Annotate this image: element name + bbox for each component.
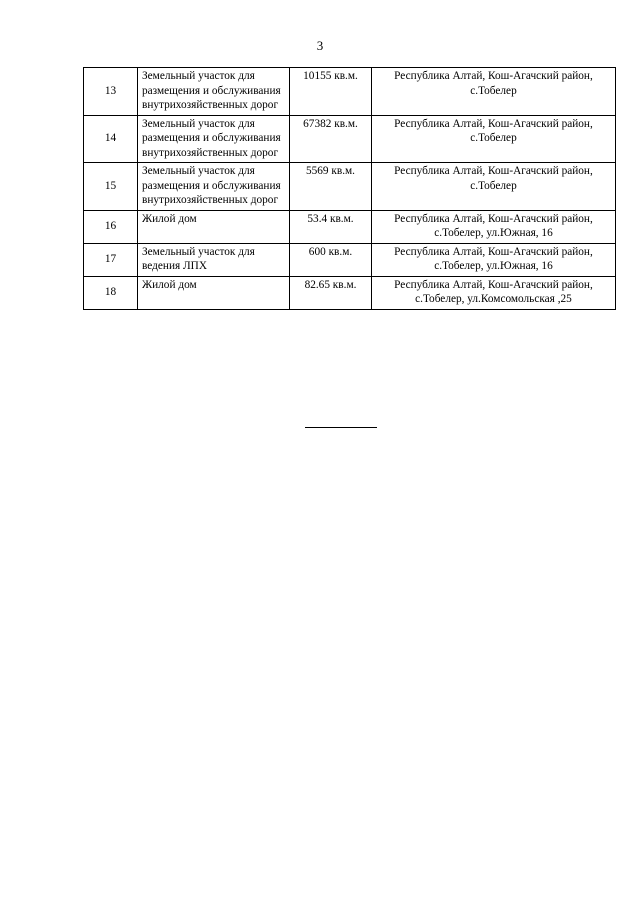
area-cell: 10155 кв.м.	[290, 68, 372, 116]
address-cell: Республика Алтай, Кош-Агачский район, с.Тобелер	[372, 68, 616, 116]
area-cell: 5569 кв.м.	[290, 163, 372, 211]
table-row	[84, 210, 616, 243]
row-number-cell: 17	[84, 243, 138, 276]
page-number: 3	[316, 38, 324, 53]
table-row	[84, 243, 616, 276]
address-cell: Республика Алтай, Кош-Агачский район, с.Тобелер	[372, 163, 616, 211]
object-name-cell: Жилой дом	[138, 276, 290, 309]
area-cell: 82.65 кв.м.	[290, 276, 372, 309]
table-row	[84, 276, 616, 309]
address-cell: Республика Алтай, Кош-Агачский район, с.Тобелер	[372, 115, 616, 163]
object-name-cell: Жилой дом	[138, 210, 290, 243]
address-cell: Республика Алтай, Кош-Агачский район, с.Тобелер, ул.Комсомольская ,25	[372, 276, 616, 309]
row-number-cell: 18	[84, 276, 138, 309]
address-cell: Республика Алтай, Кош-Агачский район, с.Тобелер, ул.Южная, 16	[372, 243, 616, 276]
table-row	[84, 115, 616, 163]
table-row	[84, 163, 616, 211]
object-name-cell: Земельный участок для размещения и обслуживания внутрихозяйственных дорог	[138, 68, 290, 116]
end-of-document-line	[305, 427, 377, 428]
row-number-cell: 15	[84, 163, 138, 211]
row-number-cell: 16	[84, 210, 138, 243]
object-name-cell: Земельный участок для размещения и обслуживания внутрихозяйственных дорог	[138, 115, 290, 163]
table-row	[84, 68, 616, 116]
property-table	[83, 67, 616, 310]
object-name-cell: Земельный участок для размещения и обслуживания внутрихозяйственных дорог	[138, 163, 290, 211]
area-cell: 600 кв.м.	[290, 243, 372, 276]
area-cell: 53.4 кв.м.	[290, 210, 372, 243]
property-table-body	[84, 68, 616, 310]
area-cell: 67382 кв.м.	[290, 115, 372, 163]
address-cell: Республика Алтай, Кош-Агачский район, с.Тобелер, ул.Южная, 16	[372, 210, 616, 243]
object-name-cell: Земельный участок для ведения ЛПХ	[138, 243, 290, 276]
row-number-cell: 13	[84, 68, 138, 116]
row-number-cell: 14	[84, 115, 138, 163]
